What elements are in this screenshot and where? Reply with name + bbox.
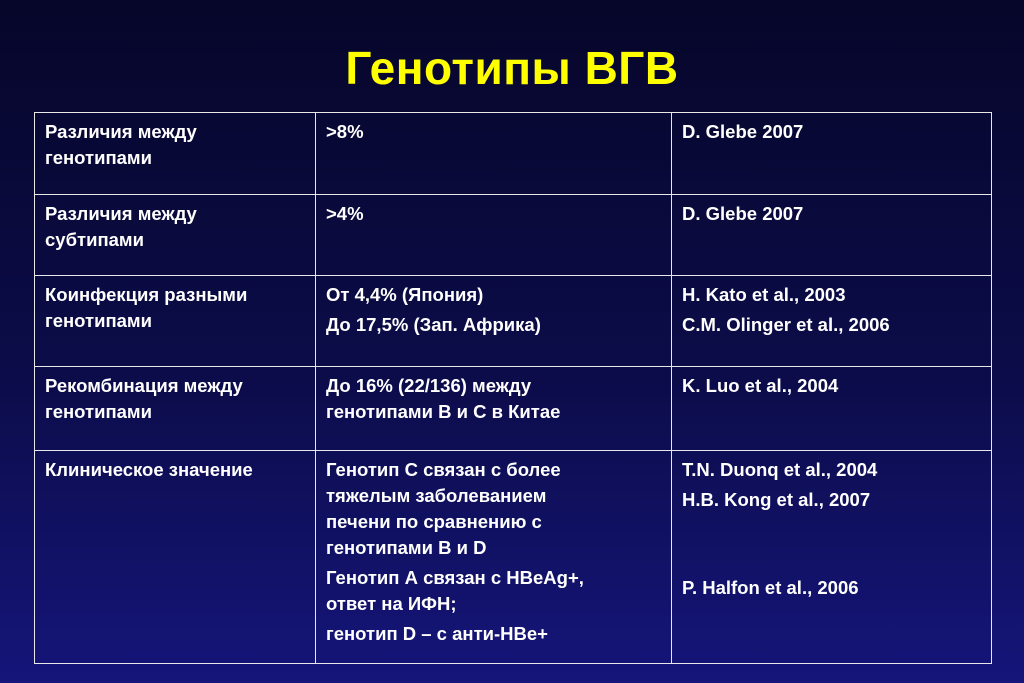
genotype-table — [34, 112, 992, 664]
value-text: генотип D – с анти-HBe+ — [326, 623, 548, 644]
value-cell — [316, 276, 672, 367]
topic-text: субтипами — [45, 229, 144, 250]
value-text: ответ на ИФН; — [326, 593, 457, 614]
reference-text: K. Luo et al., 2004 — [682, 375, 839, 396]
table-row-genotype-differences — [35, 113, 992, 195]
reference-cell — [672, 276, 992, 367]
value-text: До 16% (22/136) между — [326, 375, 532, 396]
value-text: От 4,4% (Япония) — [326, 284, 484, 305]
value-cell — [316, 113, 672, 195]
topic-cell — [35, 367, 316, 451]
topic-text: генотипами — [45, 401, 152, 422]
topic-cell — [35, 195, 316, 276]
value-cell — [316, 367, 672, 451]
reference-text: H. Kato et al., 2003 — [682, 284, 846, 305]
reference-cell — [672, 113, 992, 195]
topic-text: генотипами — [45, 147, 152, 168]
topic-cell — [35, 276, 316, 367]
value-text: генотипами В и С в Китае — [326, 401, 561, 422]
topic-cell — [35, 113, 316, 195]
value-cell — [316, 451, 672, 664]
reference-text: C.M. Olinger et al., 2006 — [682, 314, 890, 335]
table-row-recombination — [35, 367, 992, 451]
reference-cell — [672, 367, 992, 451]
value-text: До 17,5% (Зап. Африка) — [326, 314, 541, 335]
value-cell — [316, 195, 672, 276]
table-row-coinfection — [35, 276, 992, 367]
value-text: тяжелым заболеванием — [326, 485, 547, 506]
reference-cell — [672, 195, 992, 276]
topic-text: Различия между — [45, 203, 197, 224]
reference-text: H.B. Kong et al., 2007 — [682, 489, 871, 510]
value-text: генотипами В и D — [326, 537, 487, 558]
reference-text: D. Glebe 2007 — [682, 121, 804, 142]
reference-text: T.N. Duonq et al., 2004 — [682, 459, 878, 480]
topic-cell — [35, 451, 316, 664]
reference-cell — [672, 451, 992, 664]
reference-text: D. Glebe 2007 — [682, 203, 804, 224]
topic-text: Коинфекция разными — [45, 284, 248, 305]
topic-text: генотипами — [45, 310, 152, 331]
value-text: >4% — [326, 203, 364, 224]
value-text: Генотип С связан с более — [326, 459, 561, 480]
topic-text: Рекомбинация между — [45, 375, 243, 396]
slide-title: Генотипы ВГВ — [345, 42, 679, 94]
value-text: Генотип А связан с HBeAg+, — [326, 567, 584, 588]
value-text: >8% — [326, 121, 364, 142]
table-row-subtype-differences — [35, 195, 992, 276]
topic-text: Клиническое значение — [45, 459, 253, 480]
topic-text: Различия между — [45, 121, 197, 142]
table-row-clinical-significance — [35, 451, 992, 664]
reference-text: P. Halfon et al., 2006 — [682, 577, 859, 598]
value-text: печени по сравнению с — [326, 511, 542, 532]
